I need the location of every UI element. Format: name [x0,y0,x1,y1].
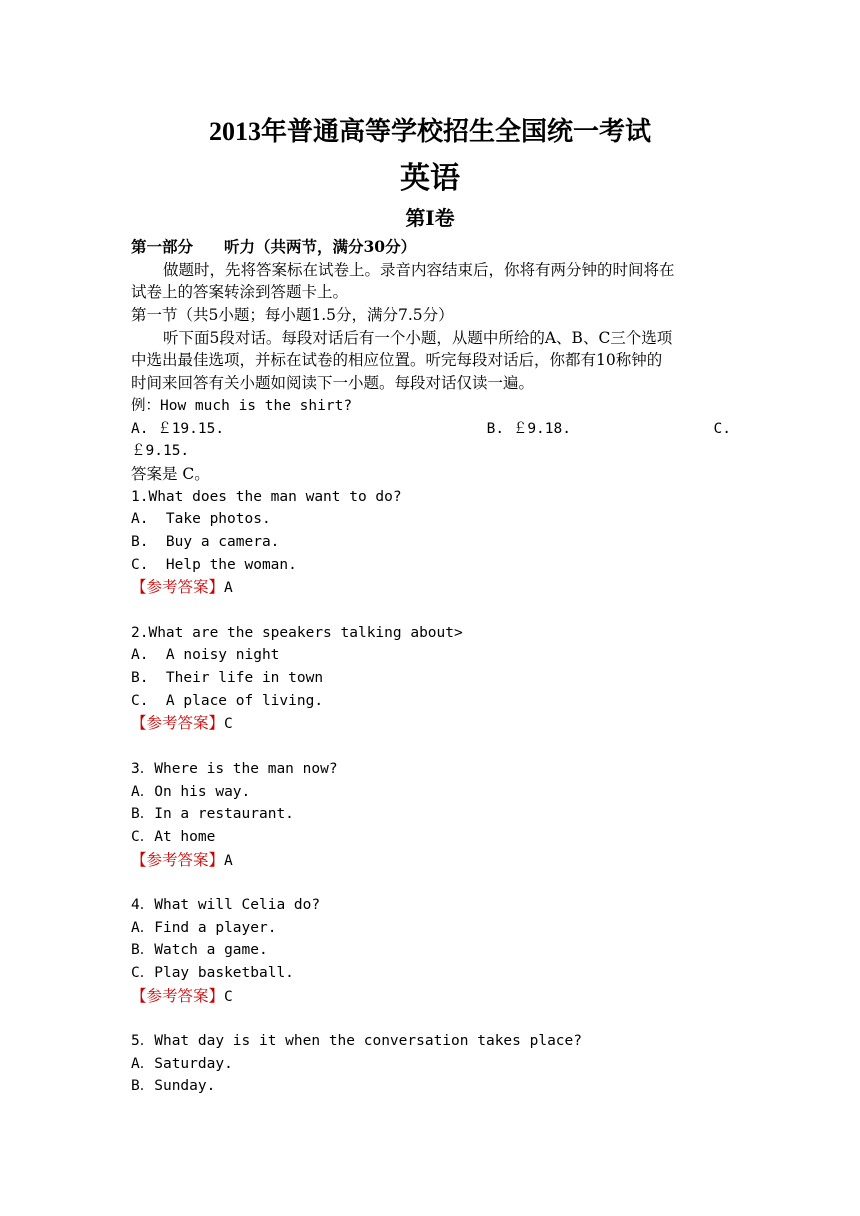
question-option: C．At home [131,828,216,845]
question-text: 1.What does the man want to do? [131,488,402,505]
example-option-a: A. ￡19.15. [131,420,225,437]
answer-tag: 【参考答案】 [131,578,225,597]
spacer [131,735,731,758]
question-option: A. A noisy night [131,647,280,664]
question-text: 2.What are the speakers talking about> [131,624,463,641]
question-option: B. Their life in town [131,670,324,687]
reference-answer [131,576,731,599]
section-instruction-line: 听下面5段对话。每段对话后有一个小题，从题中所给的A、B、C三个选项 [163,328,673,347]
example-options [131,418,731,441]
question-option: A．On his way. [131,783,251,800]
answer-tag: 【参考答案】 [131,850,225,869]
question-option: B．Watch a game. [131,942,268,959]
question-text: 5．What day is it when the conversation takes place? [131,1033,582,1050]
example-option-c-label: C. [713,420,731,437]
question-option: B．Sunday. [131,1078,216,1095]
question-option: B．In a restaurant. [131,806,294,823]
answer-value: A [224,580,233,597]
example-option-b: B. ￡9.18. [486,420,571,437]
answer-value: A [224,852,233,869]
reference-answer [131,849,731,872]
example-option-c-value: ￡9.15. [131,443,190,460]
reference-answer [131,985,731,1008]
section-instruction-line: 时间来回答有关小题如阅读下一小题。每段对话仅读一遍。 [131,374,535,393]
question-option: A．Saturday. [131,1055,233,1072]
example-question: 例：How much is the shirt? [131,397,353,414]
section-heading: 第一节（共5小题；每小题1.5分，满分7.5分） [131,306,454,325]
question-option: A. Take photos. [131,511,271,528]
example-answer: 答案是 C。 [131,464,210,483]
answer-value: C [224,716,233,733]
document-body [131,236,731,1098]
question-option: C. Help the woman. [131,556,297,573]
question-text: 3．Where is the man now? [131,760,338,777]
subject-title: 英语 [400,161,460,196]
answer-value: C [224,988,233,1005]
question-option: C. A place of living. [131,692,324,709]
exam-title: 2013年普通高等学校招生全国统一考试 [208,117,651,146]
question-option: C．Play basketball. [131,965,294,981]
question-option: A．Find a player. [131,919,277,936]
instruction-line: 试卷上的答案转涂到答题卡上。 [131,283,349,302]
section-instruction-line: 中选出最佳选项，并标在试卷的相应位置。听完每段对话后，你都有10称钟的 [131,351,663,370]
spacer [131,1007,731,1030]
spacer [131,871,731,894]
answer-tag: 【参考答案】 [131,714,225,733]
spacer [131,599,731,622]
volume-title: 第Ⅰ卷 [405,206,455,230]
question-option: B. Buy a camera. [131,533,280,550]
reference-answer [131,712,731,735]
part-heading: 第一部分 听力（共两节，满分30分） [131,237,417,256]
question-text: 4．What will Celia do? [131,896,321,913]
instruction-line: 做题时，先将答案标在试卷上。录音内容结束后，你将有两分钟的时间将在 [163,260,675,279]
answer-tag: 【参考答案】 [131,986,225,1005]
